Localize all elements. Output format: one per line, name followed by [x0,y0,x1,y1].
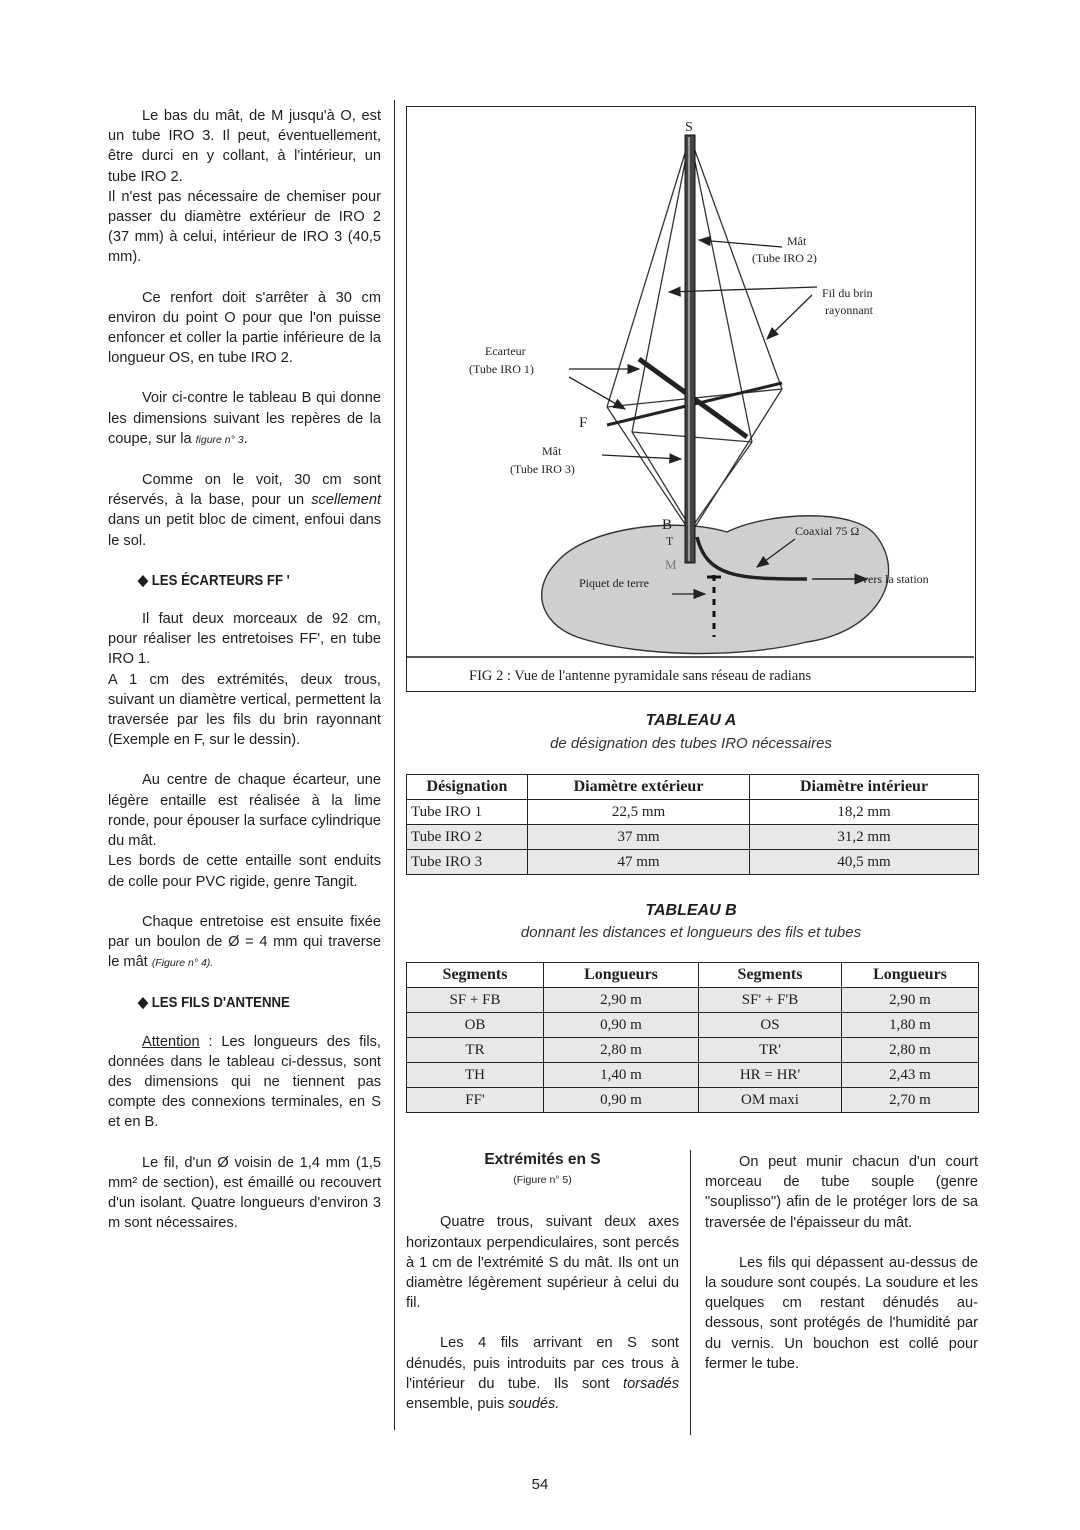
column-rule [690,1150,691,1435]
table-cell: 31,2 mm [750,825,979,850]
table-cell: 0,90 m [544,1013,699,1038]
paragraph: Il n'est pas nécessaire de chemiser pour passer du diamètre extérieur de IRO 2 (37 mm) à celui, intérieur de IRO 3 (40,5 mm). [108,188,381,266]
paragraph: Il faut deux morceaux de 92 cm, pour réaliser les entretoises FF', en tube IRO 1. [108,611,381,668]
table-cell: 40,5 mm [750,850,979,875]
table-cell: 2,70 m [842,1088,979,1113]
table-cell: 1,40 m [544,1063,699,1088]
table-row [407,1013,979,1038]
table-header: Segments [699,963,842,988]
paragraph: Comme on le voit, 30 cm sont réservés, à la base, pour un scellement dans un petit bloc de ciment, enfoui dans le sol. [108,472,382,549]
right-column [705,1152,978,1394]
label-mat-1b: (Tube IRO 2) [752,251,817,265]
table-header: Diamètre intérieur [750,775,979,800]
table-cell: 22,5 mm [528,800,750,825]
table-cell: 2,43 m [842,1063,979,1088]
table-row [407,800,979,825]
tableau-a [406,774,979,875]
paragraph: A 1 cm des extrémités, deux trous, suivant un diamètre vertical, permettent la traversée par les fils du brin rayonnant (Exemple en F, sur le dessin). [108,671,381,749]
table-header: Longueurs [544,963,699,988]
table-cell: TR [407,1038,544,1063]
section-heading: ◆ LES ÉCARTEURS FF ' [137,571,290,589]
table-cell: 1,80 m [842,1013,979,1038]
table-cell: TH [407,1063,544,1088]
tableau-b-title: TABLEAU B [645,902,737,919]
section-heading: Extrémités en S [484,1151,601,1168]
table-cell: 0,90 m [544,1088,699,1113]
label-coaxial: Coaxial 75 Ω [795,524,860,538]
left-column [108,106,381,1253]
paragraph: Le fil, d'un Ø voisin de 1,4 mm (1,5 mm² de section), est émaillé ou recouvert d'un isolant. Quatre longueurs d'environ 3 m sont nécessaires. [108,1154,381,1232]
paragraph: Le bas du mât, de M jusqu'à O, est un tube IRO 3. Il peut, éventuellement, être durci en y collant, à l'intérieur, un tube IRO 2. [108,108,381,185]
paragraph: Chaque entretoise est ensuite fixée par un boulon de Ø = 4 mm qui traverse le mât (Figure n° 4). [108,913,381,971]
middle-column [406,1150,679,1434]
table-cell: 2,80 m [842,1038,979,1063]
label-m: M [665,557,677,572]
label-t: T [666,534,674,548]
table-cell: FF' [407,1088,544,1113]
label-mat-2b: (Tube IRO 3) [510,462,575,476]
label-f: F [579,415,588,431]
table-cell: SF + FB [407,988,544,1013]
table-row [407,988,979,1013]
table-header: Segments [407,963,544,988]
tableau-a-subtitle: de désignation des tubes IRO nécessaires [550,735,832,752]
paragraph: Au centre de chaque écarteur, une légère entaille est réalisée à la lime ronde, pour épouser la surface cylindrique du mât. [108,772,381,850]
tableau-b [406,962,979,1113]
figure-reference: (Figure n° 5) [513,1174,572,1187]
section-heading: ◆ LES FILS D'ANTENNE [137,994,290,1012]
paragraph: Les fils qui dépassent au-dessus de la soudure sont coupés. La soudure et les quelques cm restant dénudés au-dessous, sont protégés de l'humidité par du vernis. Un bouchon est collé pour fermer le tube. [705,1254,978,1372]
paragraph: Ce renfort doit s'arrêter à 30 cm environ du point O pour que l'on puisse enfoncer et coller la partie inférieure de la longueur OS, en tube IRO 2. [108,289,381,367]
table-cell: 2,80 m [544,1038,699,1063]
table-cell: 2,90 m [842,988,979,1013]
table-cell: TR' [699,1038,842,1063]
table-header-row [407,963,979,988]
table-cell: Tube IRO 1 [407,800,528,825]
table-cell: SF' + F'B [699,988,842,1013]
table-cell: 37 mm [528,825,750,850]
label-piquet: Piquet de terre [579,576,649,590]
table-cell: OB [407,1013,544,1038]
paragraph: On peut munir chacun d'un court morceau de tube souple (genre "souplisso") afin de le protéger lors de sa traversée de l'épaisseur du mât. [705,1154,978,1231]
antenna-diagram [407,107,974,690]
label-mat-2: Mât [542,444,562,458]
figure-box [406,106,976,692]
table-header: Diamètre extérieur [528,775,750,800]
paragraph: Les 4 fils arrivant en S sont dénudés, puis introduits par ces trous à l'intérieur du tube. Ils sont torsadés ensemble, puis soudés. [406,1335,679,1413]
label-fil-2: rayonnant [825,303,873,317]
label-ecarteur-b: (Tube IRO 1) [469,362,534,376]
label-s: S [685,120,693,135]
table-row [407,850,979,875]
table-cell: 18,2 mm [750,800,979,825]
paragraph: Voir ci-contre le tableau B qui donne les dimensions suivant les repères de la coupe, sur la figure n° 3. [108,390,381,447]
table-header-row [407,775,979,800]
label-mat-1: Mât [787,234,807,248]
tableau-a-title: TABLEAU A [645,712,737,729]
table-cell: OS [699,1013,842,1038]
tableau-b-subtitle: donnant les distances et longueurs des fils et tubes [520,924,862,941]
column-rule [394,100,395,1430]
table-cell: Tube IRO 3 [407,850,528,875]
table-row [407,1038,979,1063]
table-header: Longueurs [842,963,979,988]
paragraph: Les bords de cette entaille sont enduits de colle pour PVC rigide, genre Tangit. [108,853,381,890]
figure-caption: FIG 2 : Vue de l'antenne pyramidale sans réseau de radians [469,668,812,684]
table-row [407,1088,979,1113]
table-cell: 47 mm [528,850,750,875]
label-b: B [662,517,673,533]
page-number: 54 [531,1476,549,1493]
label-ecarteur: Ecarteur [485,344,526,358]
paragraph: Attention : Les longueurs des fils, données dans le tableau ci-dessus, sont des dimensions qui ne tiennent pas compte des connexions terminales, en S et en B. [108,1033,381,1131]
label-station: vers la station [862,572,929,586]
table-cell: Tube IRO 2 [407,825,528,850]
paragraph: Quatre trous, suivant deux axes horizontaux perpendiculaires, sont percés à 1 cm de l'extrémité S du mât. Ils ont un diamètre légèrement supérieur à celui du fil. [406,1214,679,1312]
table-row [407,1063,979,1088]
table-cell: 2,90 m [544,988,699,1013]
table-header: Désignation [407,775,528,800]
table-cell: HR = HR' [699,1063,842,1088]
table-row [407,825,979,850]
table-cell: OM maxi [699,1088,842,1113]
label-fil-1: Fil du brin [822,286,873,300]
